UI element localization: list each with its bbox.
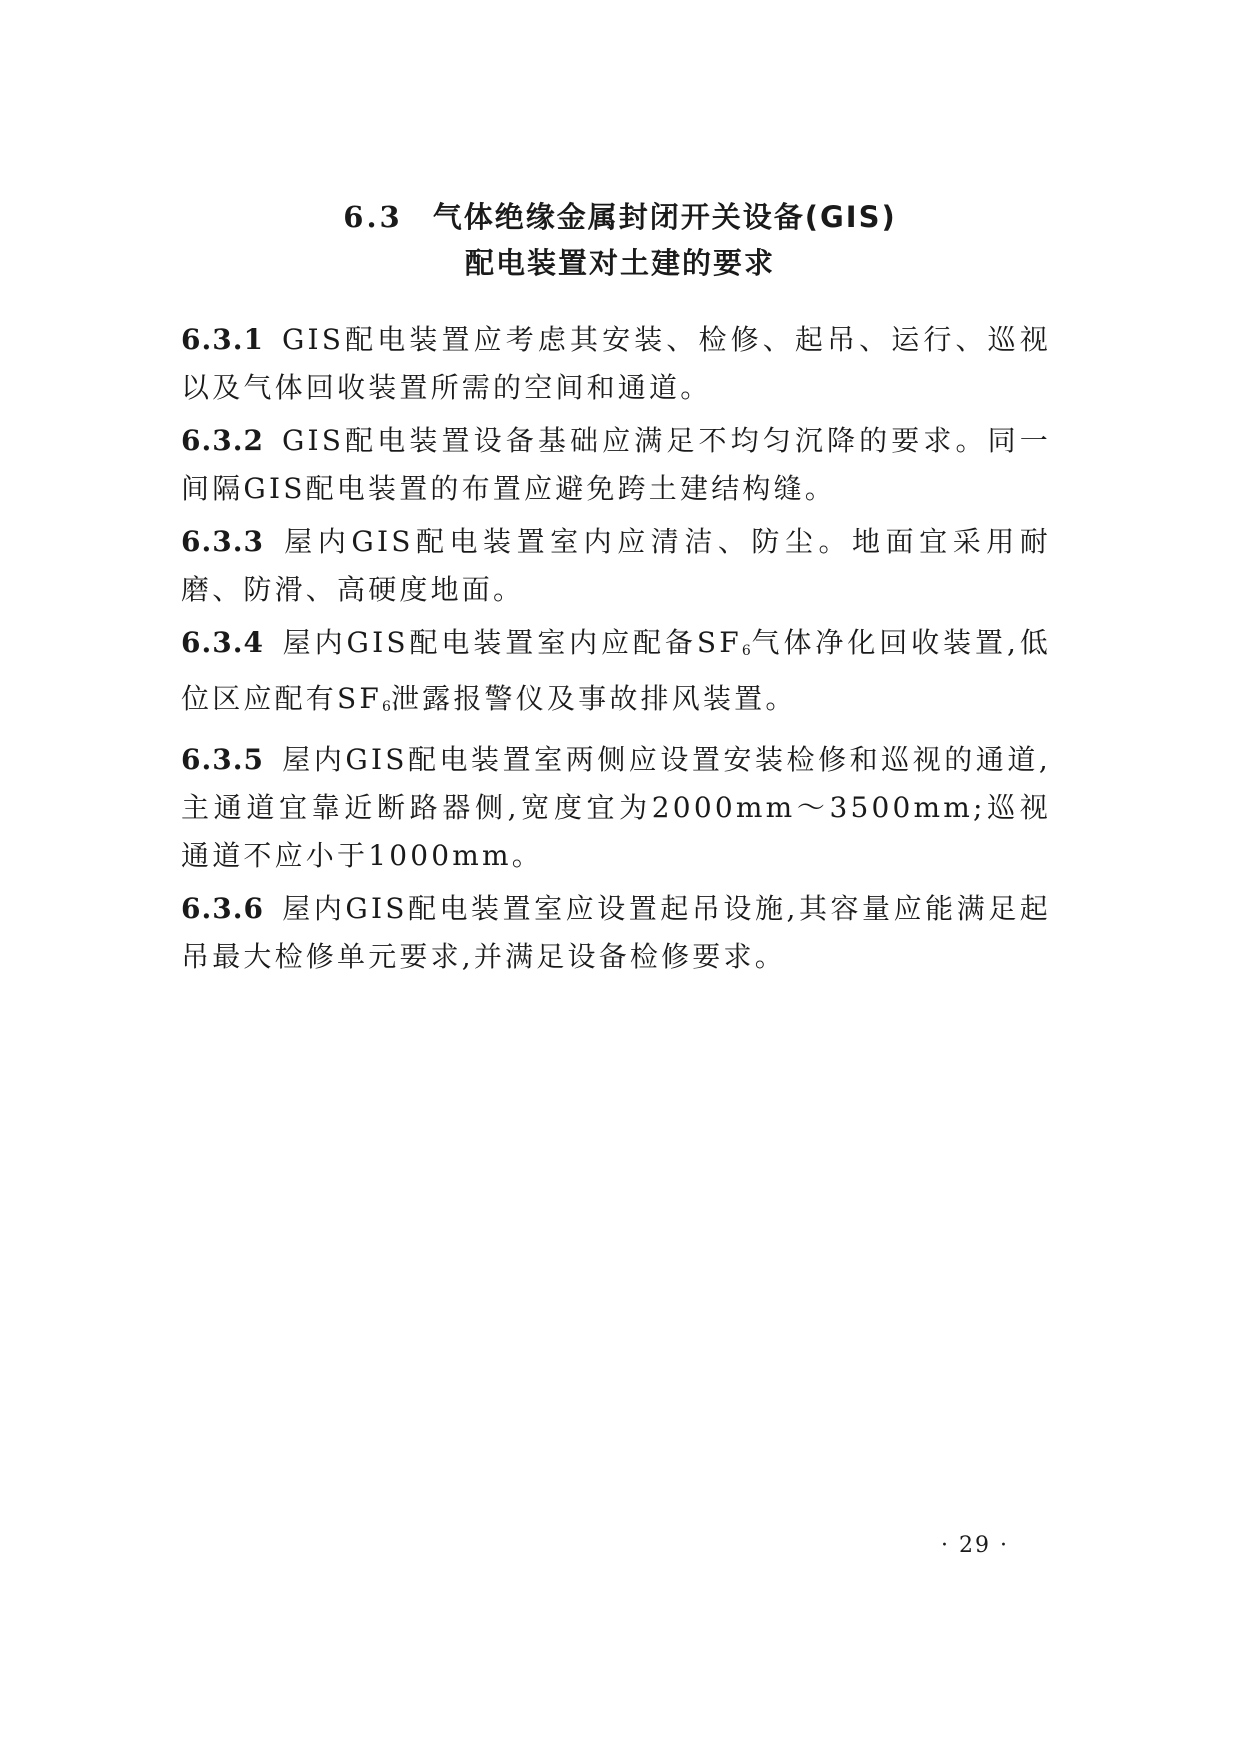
clause-text: 屋内GIS配电装置室应设置起吊设施,其容量应能满足起吊最大检修单元要求,并满足设备检修要求。 [181, 892, 1051, 973]
clause-number: 6.3.6 [181, 892, 264, 925]
section-heading [0, 199, 1240, 235]
clause-text: 屋内GIS配电装置室两侧应设置安装检修和巡视的通道,主通道宜靠近断路器侧,宽度宜为2000mm～3500mm;巡视通道不应小于1000mm。 [181, 743, 1051, 872]
clause-6-3-4 [181, 619, 1051, 731]
subscript-6: 6 [741, 643, 751, 659]
section-heading-continued [0, 245, 1240, 281]
clause-text-part-a: 屋内GIS配电装置室内应配备SF [281, 626, 742, 659]
page-number: · 29 · [941, 1533, 1009, 1558]
subscript-6: 6 [382, 699, 391, 715]
clause-6-3-5 [181, 736, 1051, 880]
clause-number: 6.3.2 [181, 424, 264, 457]
clause-text: 屋内GIS配电装置室内应清洁、防尘。地面宜采用耐磨、防滑、高硬度地面。 [181, 525, 1051, 606]
section-title-line2: 配电装置对土建的要求 [464, 246, 775, 280]
clause-text-part-b: 气体净化回收装置,低位区应配有SF [181, 626, 1052, 715]
section-title-line1: 气体绝缘金属封闭开关设备(GIS) [432, 200, 897, 234]
clause-6-3-3 [181, 518, 1051, 614]
clause-number: 6.3.1 [181, 323, 264, 356]
clause-number: 6.3.5 [181, 743, 264, 776]
clause-6-3-6 [181, 885, 1051, 981]
clause-text: GIS配电装置应考虑其安装、检修、起吊、运行、巡视以及气体回收装置所需的空间和通道。 [181, 323, 1051, 404]
clause-6-3-1 [181, 316, 1051, 412]
clause-text: GIS配电装置设备基础应满足不均匀沉降的要求。同一间隔GIS配电装置的布置应避免跨土建结构缝。 [181, 424, 1051, 505]
section-number: 6.3 [343, 200, 403, 234]
clause-text-part-c: 泄露报警仪及事故排风装置。 [390, 682, 797, 715]
clause-list [181, 316, 1051, 986]
clause-number: 6.3.3 [181, 525, 264, 558]
clause-number: 6.3.4 [181, 626, 264, 659]
clause-6-3-2 [181, 417, 1051, 513]
